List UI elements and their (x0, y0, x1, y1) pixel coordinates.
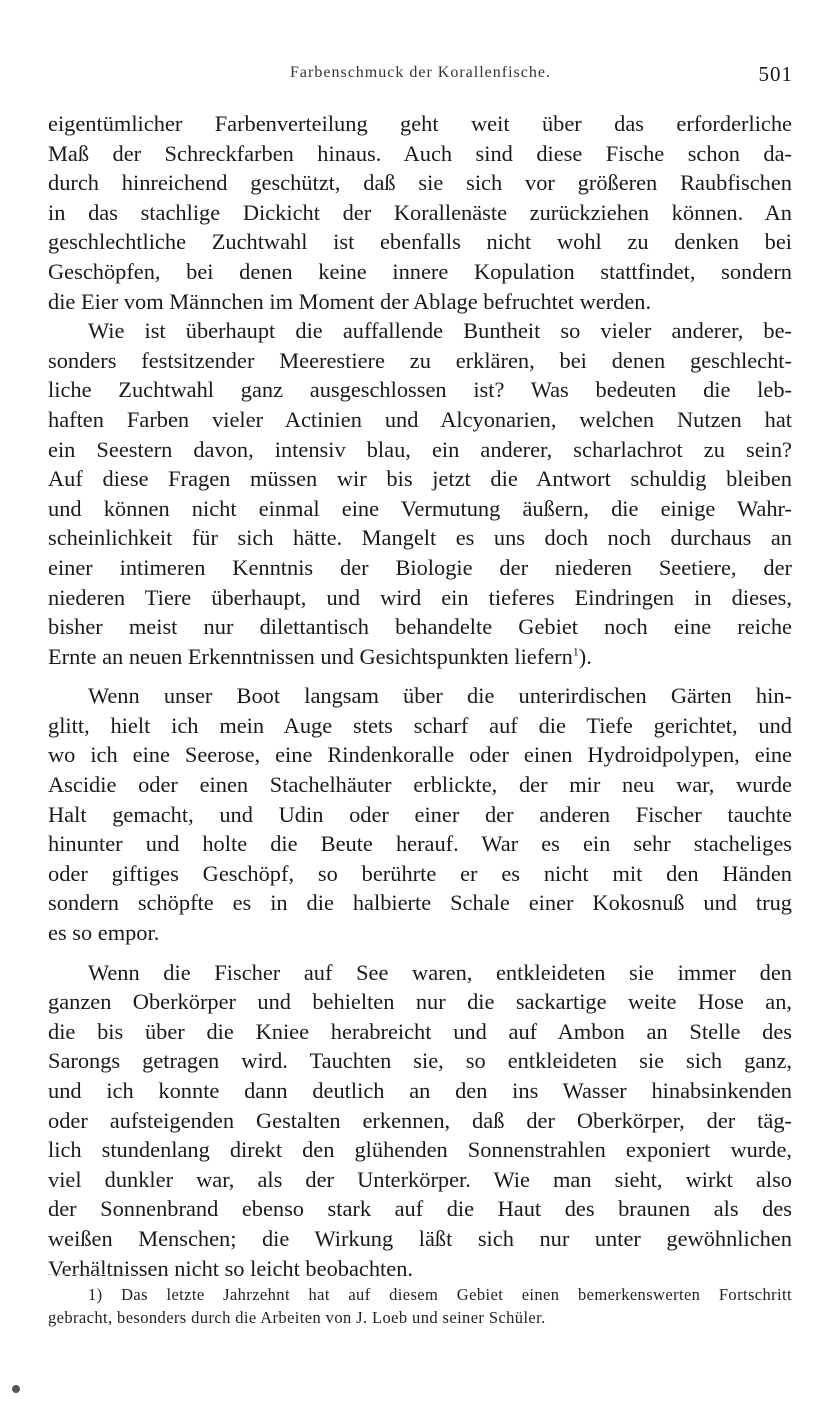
text-line: haften Farben vieler Actinien und Alcyonarien, welchen Nutzen hat (48, 406, 792, 432)
text-line: glitt, hielt ich mein Auge stets scharf auf die Tiefe gerichtet, und (48, 712, 792, 738)
running-title: Farbenschmuck der Korallenfische. (290, 64, 551, 81)
text-line: Wenn die Fischer auf See waren, entkleideten sie immer den (88, 959, 792, 985)
line-tail: ). (578, 643, 592, 669)
text-line: Maß der Schreckfarben hinaus. Auch sind diese Fische schon da- (48, 140, 792, 166)
scan-speck (12, 1385, 20, 1393)
text-line: viel dunkler war, als der Unterkörper. Wie man sieht, wirkt also (48, 1166, 792, 1192)
footnote-line: 1) Das letzte Jahrzehnt hat auf diesem Gebiet einen bemerkenswerten Fortschritt (88, 1285, 792, 1304)
text-line: Wenn unser Boot langsam über die unterirdischen Gärten hin- (88, 683, 792, 709)
text-line: oder aufsteigenden Gestalten erkennen, daß der Oberkörper, der täg- (48, 1107, 792, 1133)
page-header (48, 64, 793, 88)
text-line: Geschöpfen, bei denen keine innere Kopulation stattfindet, sondern (48, 258, 792, 284)
text-line: oder giftiges Geschöpf, so berührte er es nicht mit den Händen (48, 860, 792, 886)
line-text: Ernte an neuen Erkenntnissen und Gesichtspunkten liefern (48, 643, 573, 669)
text-line: die Eier vom Männchen im Moment der Ablage befruchtet werden. (48, 288, 652, 314)
footnote-marker: 1 (572, 644, 579, 659)
text-line: und ich konnte dann deutlich an den ins Wasser hinabsinkenden (48, 1078, 792, 1103)
text-line: Auf diese Fragen müssen wir bis jetzt die Antwort schuldig bleiben (48, 466, 792, 492)
text-line-with-footnote (48, 642, 792, 672)
text-line: Verhältnissen nicht so leicht beobachten. (48, 1255, 413, 1281)
text-line: und können nicht einmal eine Vermutung äußern, die einige Wahr- (48, 495, 792, 521)
text-line: weißen Menschen; die Wirkung läßt sich nur unter gewöhnlichen (48, 1225, 792, 1251)
text-line: durch hinreichend geschützt, daß sie sich vor größeren Raubfischen (48, 170, 792, 196)
text-line: eigentümlicher Farbenverteilung geht weit über das erforderliche (48, 111, 792, 136)
text-line: hinunter und holte die Beute herauf. War es ein sehr stacheliges (48, 831, 792, 857)
text-line: Wie ist überhaupt die auffallende Buntheit so vieler anderer, be- (88, 318, 792, 344)
paragraph (48, 958, 792, 1284)
paragraph (48, 681, 792, 947)
text-line: einer intimeren Kenntnis der Biologie der niederen Seetiere, der (48, 554, 792, 580)
footnote-line: gebracht, besonders durch die Arbeiten von J. Loeb und seiner Schüler. (48, 1307, 546, 1327)
text-line: scheinlichkeit für sich hätte. Mangelt es uns doch noch durchaus an (48, 525, 792, 551)
text-line: ganzen Oberkörper und behielten nur die sackartige weite Hose an, (48, 989, 792, 1015)
text-line: in das stachlige Dickicht der Korallenäste zurückziehen können. An (48, 199, 792, 225)
text-line: niederen Tiere überhaupt, und wird ein tieferes Eindringen in dieses, (48, 584, 792, 610)
text-line: geschlechtliche Zuchtwahl ist ebenfalls nicht wohl zu denken bei (48, 229, 792, 255)
body-text (48, 109, 792, 1283)
text-line: Ascidie oder einen Stachelhäuter erblickte, der mir neu war, wurde (48, 772, 792, 798)
text-line: lich stundenlang direkt den glühenden Sonnenstrahlen exponiert wurde, (48, 1137, 792, 1163)
paragraph (48, 109, 792, 316)
paragraph (48, 316, 792, 671)
text-line: ein Seestern davon, intensiv blau, ein anderer, scharlachrot zu sein? (48, 436, 792, 462)
text-line: sonders festsitzender Meerestiere zu erklären, bei denen geschlecht- (48, 347, 792, 373)
text-line: die bis über die Kniee herabreicht und auf Ambon an Stelle des (48, 1018, 792, 1044)
text-line: wo ich eine Seerose, eine Rindenkoralle oder einen Hydroidpolypen, eine (48, 742, 792, 768)
text-line: der Sonnenbrand ebenso stark auf die Haut des braunen als des (48, 1196, 792, 1222)
text-line: bisher meist nur dilettantisch behandelte Gebiet noch eine reiche (48, 614, 792, 640)
text-line: Halt gemacht, und Udin oder einer der anderen Fischer tauchte (48, 801, 792, 827)
footnotes (48, 1284, 792, 1329)
text-line: sondern schöpfte es in die halbierte Schale einer Kokosnuß und trug (48, 890, 792, 916)
page-number: 501 (758, 62, 793, 86)
text-line: Sarongs getragen wird. Tauchten sie, so entkleideten sie sich ganz, (48, 1048, 792, 1074)
text-line: liche Zuchtwahl ganz ausgeschlossen ist? Was bedeuten die leb- (48, 377, 792, 403)
footnote-divider (48, 1274, 164, 1275)
text-line: es so empor. (48, 920, 160, 946)
